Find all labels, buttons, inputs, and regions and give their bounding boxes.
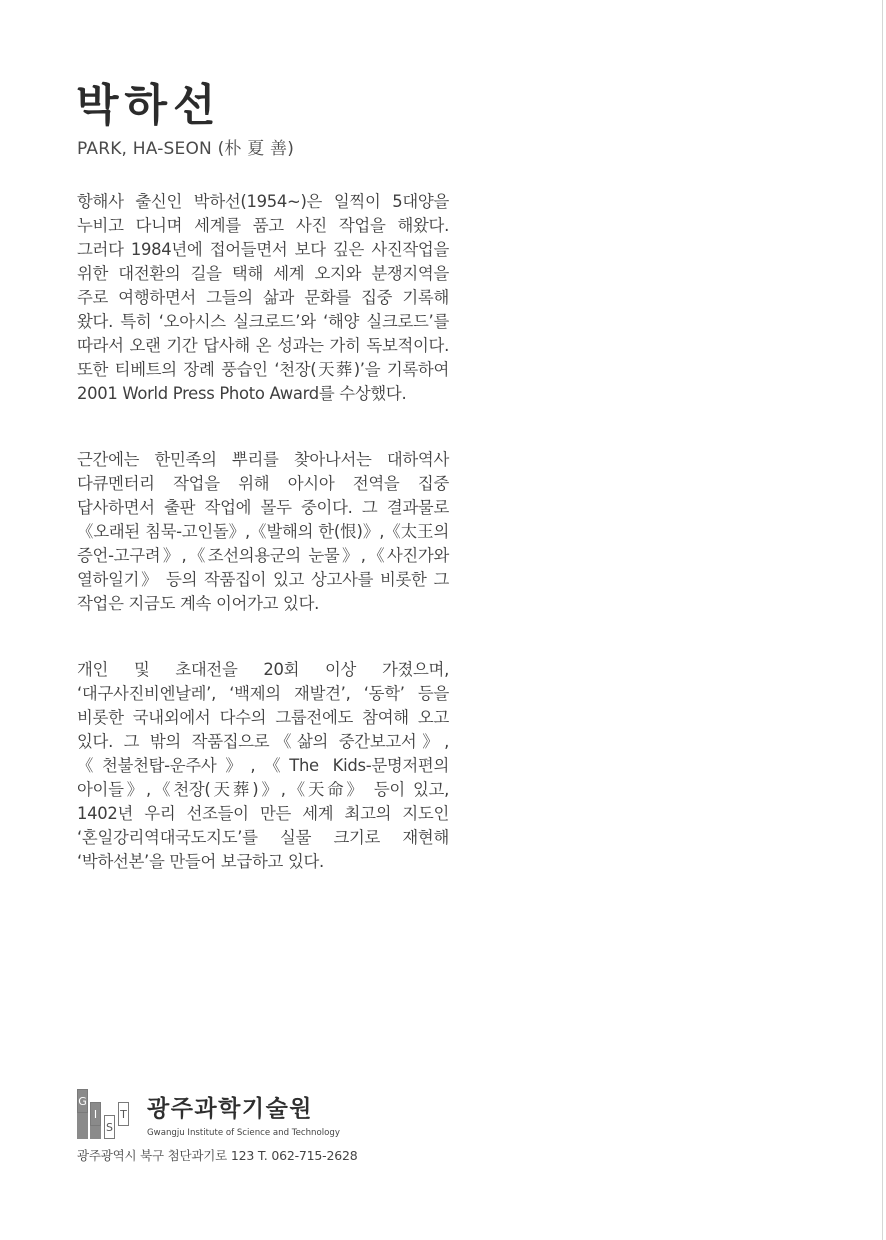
institution-name-korean: 광주과학기술원 <box>147 1096 314 1122</box>
gist-logo-bar <box>90 1126 101 1139</box>
artist-name-korean: 박하선 <box>76 80 222 131</box>
gist-logo-bar <box>77 1113 88 1139</box>
bio-paragraph-2: 근간에는 한민족의 뿌리를 찾아나서는 대하역사 다큐멘터리 작업을 위해 아시아 전역을 집중 답사하면서 출판 작업에 몰두 중이다. 그 결과물로《오래된 침묵-고인돌》,《발해의 한(恨)》,《太王의 증언-고구려》,《조선의용군의 눈물》,《사진가와 열하일기》 등의 작품집이 있고 상고사를 비롯한 그 작업은 지금도 계속 이어가고 있다. <box>77 450 449 613</box>
gist-logo-letter-s: S <box>104 1115 115 1139</box>
artist-name-english: PARK, HA-SEON (朴 夏 善) <box>77 139 295 159</box>
institution-name-english: Gwangju Institute of Science and Technology <box>147 1128 340 1138</box>
institution-address: 광주광역시 북구 첨단과기로 123 T. 062-715-2628 <box>77 1148 358 1163</box>
gist-logo-letter-t: T <box>118 1102 129 1126</box>
gist-logo <box>77 1089 135 1139</box>
page-edge-line <box>882 0 883 1240</box>
gist-logo-letter-g: G <box>77 1089 88 1113</box>
bio-paragraph-3: 개인 및 초대전을 20회 이상 가졌으며, ‘대구사진비엔날레’, ‘백제의 재발견’, ‘동학’ 등을 비롯한 국내외에서 다수의 그룹전에도 참여해 오고 있다. 그 밖의 작품집으로《삶의 중간보고서》,《천불천탑-운주사》,《The Kids-문명저편의 아이들》,《천장(天葬)》,《天命》 등이 있고, 1402년 우리 선조들이 만든 세계 최고의 지도인 ‘혼일강리역대국도지도’를 실물 크기로 재현해 ‘박하선본’을 만들어 보급하고 있다. <box>77 660 449 871</box>
bio-paragraph-1: 항해사 출신인 박하선(1954~)은 일찍이 5대양을 누비고 다니며 세계를 품고 사진 작업을 해왔다. 그러다 1984년에 접어들면서 보다 깊은 사진작업을 위한 대전환의 길을 택해 세계 오지와 분쟁지역을 주로 여행하면서 그들의 삶과 문화를 집중 기록해 왔다. 특히 ‘오아시스 실크로드’와 ‘해양 실크로드’를 따라서 오랜 기간 답사해 온 성과는 가히 독보적이다. 또한 티베트의 장례 풍습인 ‘천장(天葬)’을 기록하여 2001 World Press Photo Award를 수상했다. <box>77 192 449 403</box>
gist-logo-letter-i: I <box>90 1102 101 1126</box>
biography <box>77 190 449 916</box>
